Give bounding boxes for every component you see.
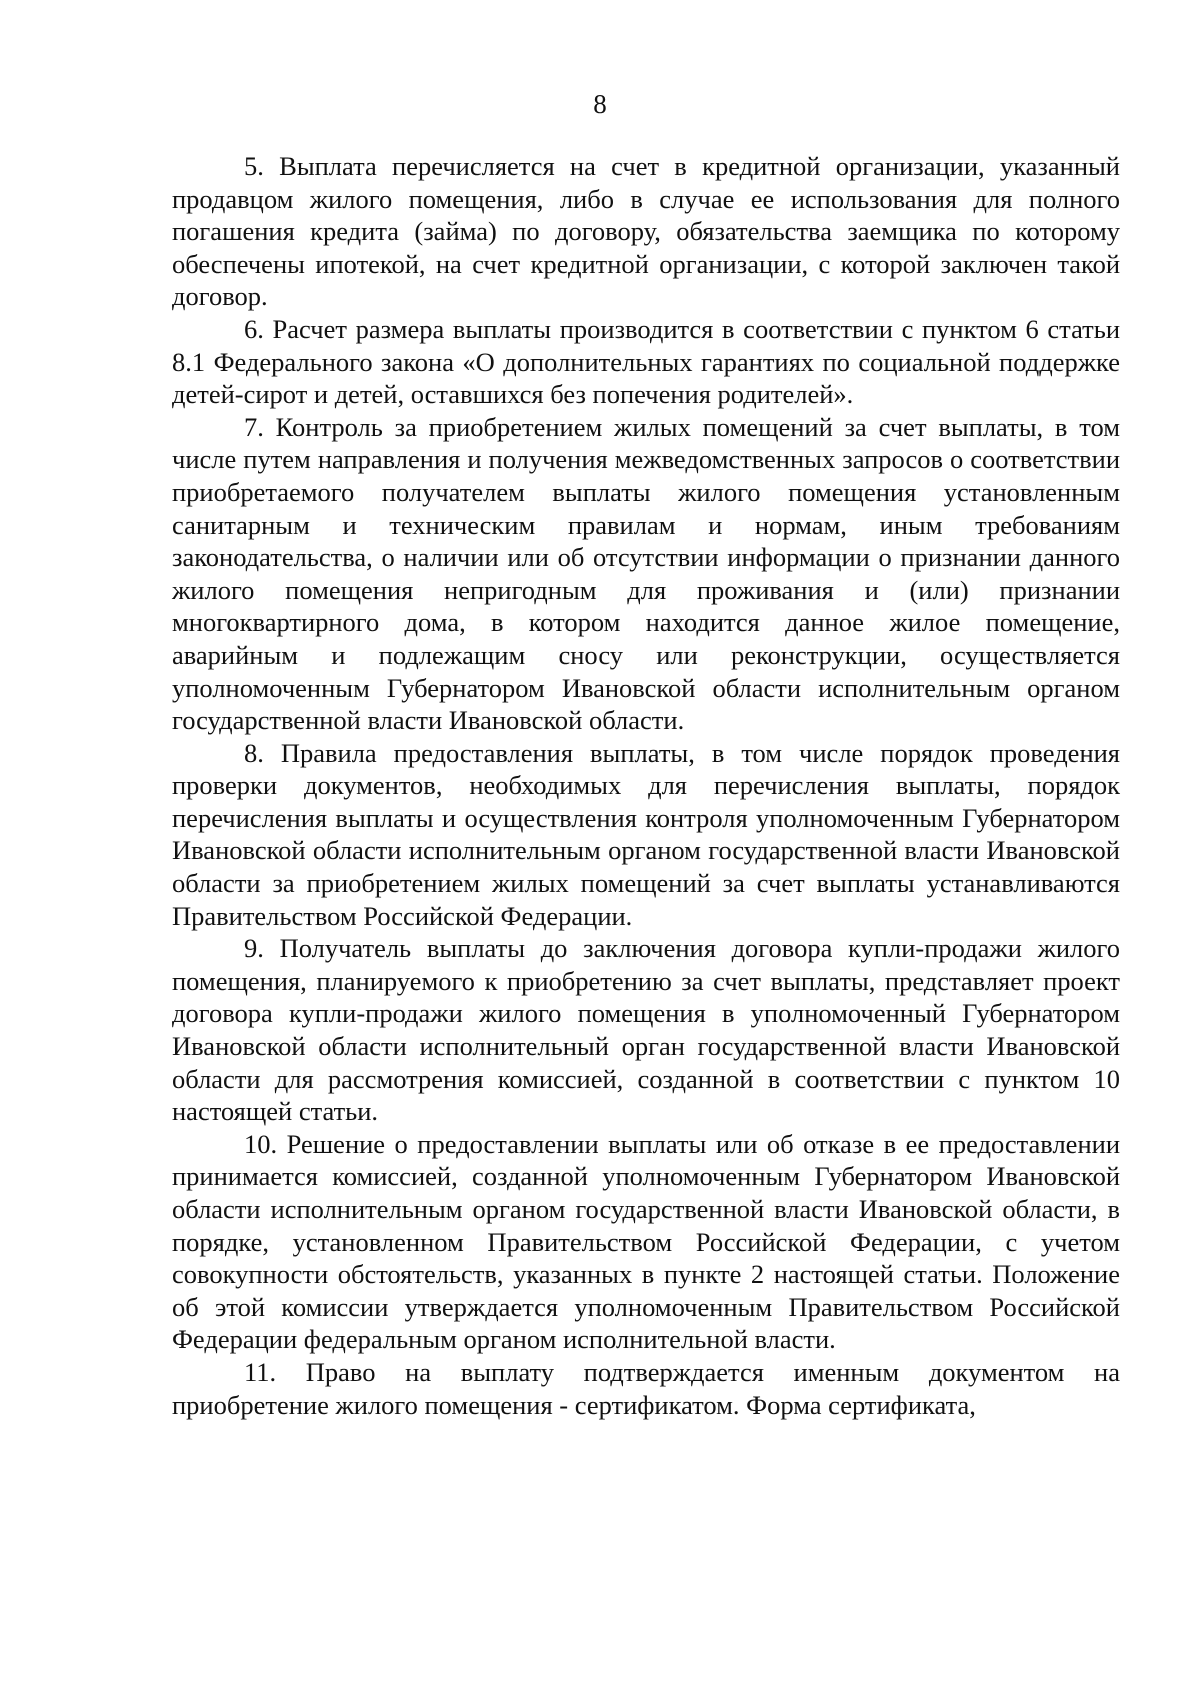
paragraph-6: 6. Расчет размера выплаты производится в соответствии с пунктом 6 статьи 8.1 Федерального закона «О дополнительных гарантиях по социальной поддержке детей-сирот и детей, оставшихся без попечения родителей».	[172, 313, 1120, 410]
paragraph-8: 8. Правила предоставления выплаты, в том числе порядок проведения проверки документов, необходимых для перечисления выплаты, порядок перечисления выплаты и осуществления контроля уполномоченным Губернатором Ивановской области исполнительным органом государственной власти Ивановской области за приобретением жилых помещений за счет выплаты устанавливаются Правительством Российской Федерации.	[172, 737, 1120, 931]
paragraph-10: 10. Решение о предоставлении выплаты или об отказе в ее предоставлении принимается комиссией, созданной уполномоченным Губернатором Ивановской области исполнительным органом государственной власти Ивановской области, в порядке, установленном Правительством Российской Федерации, с учетом совокупности обстоятельств, указанных в пункте 2 настоящей статьи. Положение об этой комиссии утверждается уполномоченным Правительством Российской Федерации федеральным органом исполнительной власти.	[172, 1128, 1120, 1355]
paragraph-9: 9. Получатель выплаты до заключения договора купли-продажи жилого помещения, планируемого к приобретению за счет выплаты, представляет проект договора купли-продажи жилого помещения в уполномоченный Губернатором Ивановской области исполнительный орган государственной власти Ивановской области для рассмотрения комиссией, созданной в соответствии с пунктом 10 настоящей статьи.	[172, 933, 1120, 1127]
page-number: 8	[593, 89, 607, 119]
paragraph-5: 5. Выплата перечисляется на счет в кредитной организации, указанный продавцом жилого помещения, либо в случае ее использования для полного погашения кредита (займа) по договору, обязательства заемщика по которому обеспечены ипотекой, на счет кредитной организации, с которой заключен такой договор.	[172, 151, 1120, 312]
document-body	[172, 150, 1120, 1421]
paragraph-11: 11. Право на выплату подтверждается именным документом на приобретение жилого помещения - сертификатом. Форма сертификата,	[172, 1356, 1120, 1420]
paragraph-7: 7. Контроль за приобретением жилых помещений за счет выплаты, в том числе путем направления и получения межведомственных запросов о соответствии приобретаемого получателем выплаты жилого помещения установленным санитарным и техническим правилам и нормам, иным требованиям законодательства, о наличии или об отсутствии информации о признании данного жилого помещения непригодным для проживания и (или) признании многоквартирного дома, в котором находится данное жилое помещение, аварийным и подлежащим сносу или реконструкции, осуществляется уполномоченным Губернатором Ивановской области исполнительным органом государственной власти Ивановской области.	[172, 411, 1120, 736]
